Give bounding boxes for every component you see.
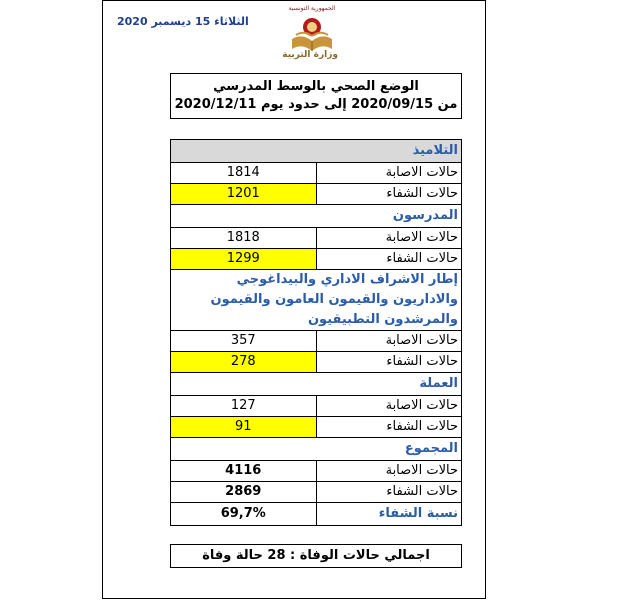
statistics-table xyxy=(170,139,462,526)
students-recovered-label: حالات الشفاء xyxy=(316,184,462,205)
total-cases-label: حالات الاصابة xyxy=(316,461,462,482)
teachers-recovered-label: حالات الشفاء xyxy=(316,249,462,270)
logo-caption: وزارة التربية xyxy=(282,50,338,60)
students-cases-label: حالات الاصابة xyxy=(316,163,462,184)
total-recovered-value: 2869 xyxy=(171,482,317,503)
workers-recovered-value: 91 xyxy=(171,417,317,438)
staff-cases-label: حالات الاصابة xyxy=(316,331,462,352)
staff-heading: إطار الاشراف الاداري والبيداغوجي والاداريون والقيمون العامون والقيمون والمرشدون التطبيقيون xyxy=(171,270,462,331)
table-row xyxy=(171,396,462,417)
total-recovered-label: حالات الشفاء xyxy=(316,482,462,503)
table-row xyxy=(171,249,462,270)
report-title: الوضع الصحي بالوسط المدرسي xyxy=(213,79,419,94)
total-deaths-box: اجمالي حالات الوفاة : 28 حالة وفاة xyxy=(170,544,462,568)
table-row xyxy=(171,417,462,438)
total-heading: المجموع xyxy=(171,438,462,461)
section-students-heading xyxy=(171,140,462,163)
section-staff-heading xyxy=(171,270,462,331)
table-row xyxy=(171,482,462,503)
section-total-heading xyxy=(171,438,462,461)
table-row xyxy=(171,352,462,373)
table-row xyxy=(171,184,462,205)
report-period: من 2020/09/15 إلى حدود يوم 2020/12/11 xyxy=(174,97,458,112)
table-row xyxy=(171,163,462,184)
recovery-rate-value: 69,7% xyxy=(171,503,317,526)
students-recovered-value: 1201 xyxy=(171,184,317,205)
workers-cases-value: 127 xyxy=(171,396,317,417)
recovery-rate-label: نسبة الشفاء xyxy=(316,503,462,526)
staff-recovered-label: حالات الشفاء xyxy=(316,352,462,373)
table-row xyxy=(171,228,462,249)
staff-recovered-value: 278 xyxy=(171,352,317,373)
table-row xyxy=(171,461,462,482)
report-date: الثلاثاء 15 ديسمبر 2020 xyxy=(117,15,249,28)
report-title-box xyxy=(170,73,462,119)
teachers-heading: المدرسون xyxy=(171,205,462,228)
logo-top-text: الجمهورية التونسية xyxy=(288,5,336,12)
workers-heading: العملة xyxy=(171,373,462,396)
book-emblem-icon xyxy=(286,11,338,55)
teachers-cases-label: حالات الاصابة xyxy=(316,228,462,249)
staff-cases-value: 357 xyxy=(171,331,317,352)
workers-cases-label: حالات الاصابة xyxy=(316,396,462,417)
teachers-recovered-value: 1299 xyxy=(171,249,317,270)
teachers-cases-value: 1818 xyxy=(171,228,317,249)
students-heading: التلاميذ xyxy=(171,140,462,163)
ministry-logo xyxy=(282,5,338,63)
total-cases-value: 4116 xyxy=(171,461,317,482)
table-row xyxy=(171,503,462,526)
workers-recovered-label: حالات الشفاء xyxy=(316,417,462,438)
section-workers-heading xyxy=(171,373,462,396)
section-teachers-heading xyxy=(171,205,462,228)
table-row xyxy=(171,331,462,352)
students-cases-value: 1814 xyxy=(171,163,317,184)
